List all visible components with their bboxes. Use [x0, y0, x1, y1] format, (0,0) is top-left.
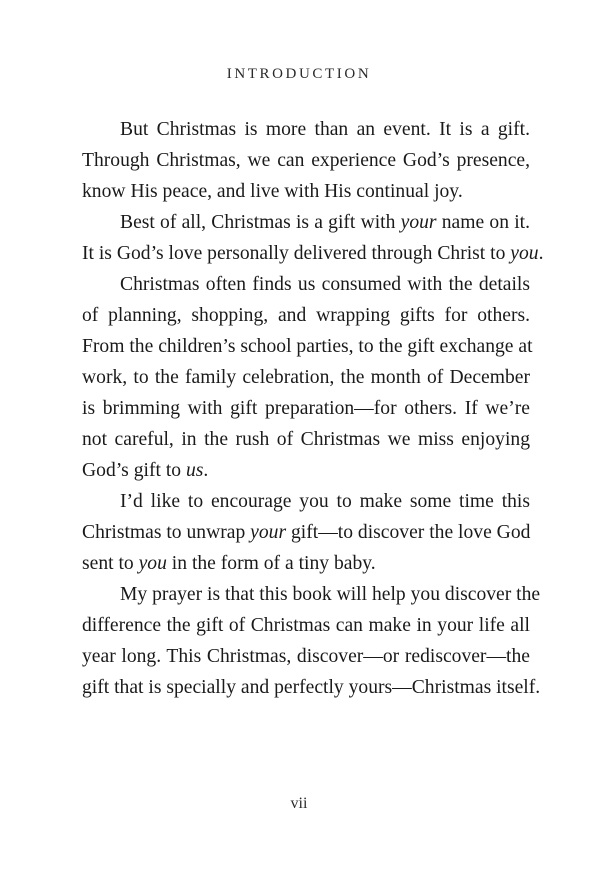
text-run: . — [203, 460, 209, 481]
text-line — [82, 486, 530, 517]
text-line — [82, 176, 530, 207]
body-text — [82, 114, 544, 703]
text-line — [82, 331, 533, 362]
running-head: INTRODUCTION — [226, 66, 372, 82]
paragraph — [82, 114, 530, 207]
text-line — [82, 114, 530, 145]
text-run: . — [538, 243, 544, 264]
text-run: is brimming with gift preparation—for others. If we’re — [82, 398, 530, 419]
paragraph — [82, 207, 544, 269]
text-run: gift that is specially and perfectly yours—Christmas itself. — [82, 677, 541, 698]
text-run: know His peace, and live with His continual joy. — [82, 181, 463, 202]
text-run: Christmas to unwrap — [82, 522, 251, 543]
text-line — [82, 672, 541, 703]
text-line — [82, 548, 530, 579]
text-run: work, to the family celebration, the month of December — [82, 367, 530, 388]
paragraph — [82, 486, 530, 579]
text-run: name on it. — [436, 212, 530, 233]
text-line — [82, 641, 530, 672]
text-line — [82, 207, 530, 238]
italic-emphasis: us — [185, 460, 204, 481]
text-line — [82, 269, 530, 300]
text-line — [82, 424, 530, 455]
text-run: My prayer is that this book will help you discover the — [120, 584, 541, 605]
paragraph — [82, 579, 541, 703]
paragraph — [82, 269, 533, 486]
text-line — [82, 579, 541, 610]
text-line — [82, 362, 530, 393]
text-run: But Christmas is more than an event. It is a gift. — [120, 119, 530, 140]
text-run: Best of all, Christmas is a gift with — [120, 212, 401, 233]
text-run: gift—to discover the love God — [286, 522, 531, 543]
text-line — [82, 145, 530, 176]
text-line — [82, 455, 530, 486]
text-run: sent to — [82, 553, 139, 574]
text-line — [82, 238, 544, 269]
text-run: I’d like to encourage you to make some time this — [120, 491, 530, 512]
italic-emphasis: your — [250, 522, 287, 543]
text-run: Christmas often finds us consumed with the details — [120, 274, 530, 295]
text-line — [82, 517, 530, 548]
text-run: From the children’s school parties, to the gift exchange at — [82, 336, 533, 357]
italic-emphasis: you — [138, 553, 167, 574]
page-number: vii — [290, 795, 308, 812]
text-run: difference the gift of Christmas can make in your life all — [82, 615, 530, 636]
text-line — [82, 300, 530, 331]
text-line — [82, 393, 530, 424]
text-run: of planning, shopping, and wrapping gifts for others. — [82, 305, 530, 326]
text-run: in the form of a tiny baby. — [166, 553, 376, 574]
text-run: not careful, in the rush of Christmas we miss enjoying — [82, 429, 530, 450]
text-run: year long. This Christmas, discover—or rediscover—the — [82, 646, 530, 667]
text-run: It is God’s love personally delivered through Christ to — [82, 243, 511, 264]
text-run: God’s gift to — [82, 460, 186, 481]
text-run: Through Christmas, we can experience God’s presence, — [82, 150, 530, 171]
italic-emphasis: your — [400, 212, 437, 233]
italic-emphasis: you — [510, 243, 539, 264]
text-line — [82, 610, 530, 641]
